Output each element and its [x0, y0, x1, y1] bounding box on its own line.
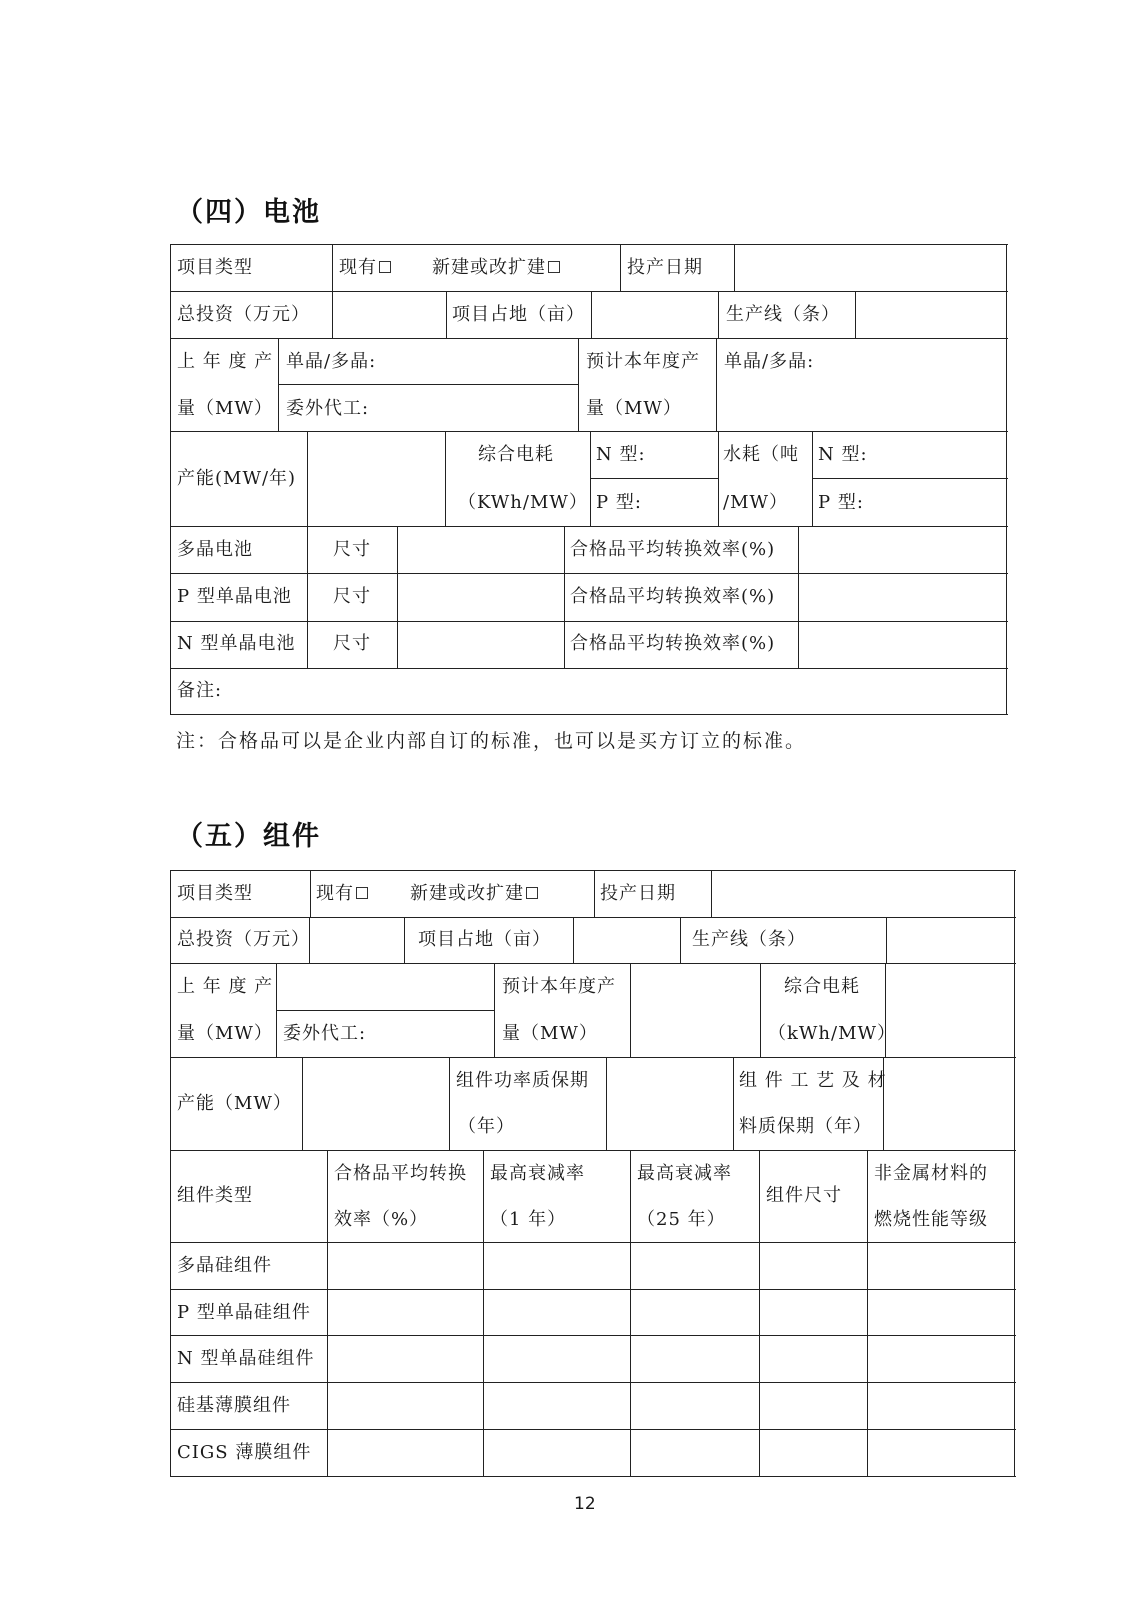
- s4-total-invest-label: 总投资（万元）: [177, 304, 310, 325]
- s4-mono-poly-label-2: 单晶/多晶:: [724, 351, 815, 372]
- s5-last-year-output-label-2: 量（MW）: [177, 1023, 273, 1044]
- s4-start-date-label: 投产日期: [627, 257, 703, 278]
- s5-start-date-label: 投产日期: [600, 883, 676, 904]
- s4-row-eff-label: 合格品平均转换效率(%): [570, 586, 776, 607]
- s4-water-label-1: 水耗（吨: [723, 444, 799, 465]
- s5-power-label-2: （kWh/MW）: [768, 1023, 896, 1044]
- s5-project-type-label: 项目类型: [177, 883, 253, 904]
- s4-existing-label: 现有: [339, 257, 377, 278]
- s4-row-name: N 型单晶电池: [177, 633, 296, 654]
- s5-col-header-2: 效率（%）: [334, 1209, 429, 1230]
- s4-outsourced-label: 委外代工:: [286, 398, 370, 419]
- s4-n-type-label-2: N 型:: [818, 444, 868, 465]
- s4-last-year-output-label-2: 量（MW）: [177, 398, 273, 419]
- s4-project-type-label: 项目类型: [177, 257, 253, 278]
- s5-existing-option[interactable]: [316, 882, 370, 906]
- s5-outsourced-label: 委外代工:: [283, 1023, 367, 1044]
- s5-col-header: 最高衰减率: [637, 1163, 732, 1184]
- s5-new-label: 新建或改扩建: [410, 883, 524, 904]
- s5-existing-label: 现有: [316, 883, 354, 904]
- s5-total-invest-label: 总投资（万元）: [177, 929, 310, 950]
- s4-lines-label: 生产线（条）: [726, 304, 840, 325]
- s5-module-row-label: 多晶硅组件: [177, 1255, 272, 1276]
- s5-power-warranty-label-2: （年）: [458, 1116, 515, 1137]
- checkbox-icon[interactable]: [526, 887, 538, 899]
- s5-module-row-label: CIGS 薄膜组件: [177, 1442, 312, 1463]
- s5-expected-output-label-2: 量（MW）: [502, 1023, 598, 1044]
- s4-water-label-2: /MW）: [723, 492, 788, 513]
- s5-material-warranty-label-1: 组 件 工 艺 及 材: [739, 1070, 887, 1091]
- s5-module-row-label: N 型单晶硅组件: [177, 1348, 315, 1369]
- section5-title: （五）组件: [176, 821, 321, 852]
- section4-title: （四）电池: [176, 197, 321, 228]
- s5-col-header-2: 燃烧性能等级: [874, 1209, 988, 1230]
- s4-last-year-output-label-1: 上 年 度 产: [177, 351, 274, 372]
- s5-last-year-output-label-1: 上 年 度 产: [177, 976, 274, 997]
- s5-power-label-1: 综合电耗: [784, 976, 860, 997]
- s5-capacity-label: 产能（MW）: [177, 1093, 292, 1114]
- s5-land-label: 项目占地（亩）: [418, 929, 551, 950]
- page-number: 12: [574, 1494, 596, 1514]
- s5-lines-label: 生产线（条）: [692, 929, 806, 950]
- s5-material-warranty-label-2: 料质保期（年）: [739, 1116, 872, 1137]
- s4-new-label: 新建或改扩建: [432, 257, 546, 278]
- s4-n-type-label: N 型:: [596, 444, 646, 465]
- s5-col-header: 合格品平均转换: [334, 1163, 467, 1184]
- s5-module-row-label: P 型单晶硅组件: [177, 1302, 311, 1323]
- s4-power-label-1: 综合电耗: [478, 444, 554, 465]
- s4-row-size-label: 尺寸: [333, 539, 371, 560]
- s4-p-type-label-2: P 型:: [818, 492, 864, 513]
- s4-row-name: P 型单晶电池: [177, 586, 292, 607]
- s5-col-header-2: （1 年）: [490, 1209, 567, 1230]
- s4-remark-label: 备注:: [177, 680, 223, 701]
- s5-power-warranty-label-1: 组件功率质保期: [456, 1070, 589, 1091]
- s5-expected-output-label-1: 预计本年度产: [502, 976, 616, 997]
- s4-expected-output-label-2: 量（MW）: [586, 398, 682, 419]
- s4-p-type-label: P 型:: [596, 492, 642, 513]
- s5-module-row-label: 硅基薄膜组件: [177, 1395, 291, 1416]
- s4-power-label-2: （KWh/MW）: [458, 492, 588, 513]
- s4-row-name: 多晶电池: [177, 539, 253, 560]
- s4-expected-output-label-1: 预计本年度产: [586, 351, 700, 372]
- s4-footnote: 注：合格品可以是企业内部自订的标准，也可以是买方订立的标准。: [176, 730, 807, 752]
- s4-land-label: 项目占地（亩）: [452, 304, 585, 325]
- s5-col-header: 最高衰减率: [490, 1163, 585, 1184]
- s5-col-header-2: （25 年）: [637, 1209, 726, 1230]
- s5-new-option[interactable]: [410, 882, 540, 906]
- s4-capacity-label: 产能(MW/年): [177, 468, 297, 489]
- s5-col-header: 非金属材料的: [874, 1163, 988, 1184]
- s4-row-size-label: 尺寸: [333, 633, 371, 654]
- s4-row-eff-label: 合格品平均转换效率(%): [570, 633, 776, 654]
- s4-mono-poly-label: 单晶/多晶:: [286, 351, 377, 372]
- s4-row-size-label: 尺寸: [333, 586, 371, 607]
- checkbox-icon[interactable]: [356, 887, 368, 899]
- s5-col-header: 组件类型: [177, 1185, 253, 1206]
- s4-row-eff-label: 合格品平均转换效率(%): [570, 539, 776, 560]
- s5-col-header: 组件尺寸: [766, 1185, 842, 1206]
